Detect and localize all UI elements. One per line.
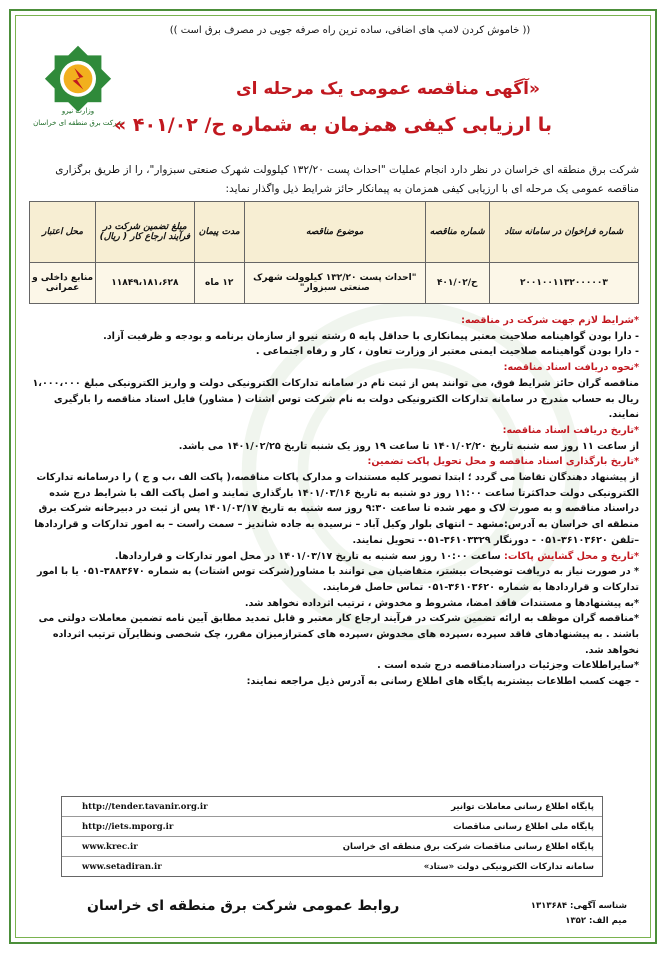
receive-date-text: از ساعت ۱۱ روز سه شنبه تاریخ ۱۴۰۱/۰۲/۲۰ تا ساعت ۱۹ روز یک شنبه تاریخ ۱۴۰۱/۰۲/۲۵ می باشد.	[178, 440, 639, 452]
link-row	[62, 817, 602, 837]
link-url[interactable]: http://tender.tavanir.org.ir	[82, 801, 208, 812]
cell-funding: منابع داخلی و عمرانی	[30, 263, 96, 304]
receive-method-text: مناقصه گران حائز شرایط فوق، می توانند پس از ثبت نام در سامانه تدارکات الکترونیکی دولت و واریز الکترونیکی مبلغ ۱،۰۰۰،۰۰۰ ریال به حساب مندرج در سامانه تدارکات الکترونیکی دولت به نام شرکت توس اشتات ( مشاور) فایل اسناد مناقصه را بارگیری نمایند.	[32, 377, 639, 421]
conditions-heading: *شرایط لازم جهت شرکت در مناقصه:	[461, 315, 639, 326]
slogan: (( خاموش کردن لامپ های اضافی، ساده ترین راه صرفه جویی در مصرف برق است ))	[169, 25, 531, 36]
link-label: سامانه تدارکات الکترونیکی دولت «ستاد»	[423, 861, 594, 872]
ad-id: شناسه آگهی: ۱۳۱۳۶۸۴	[530, 901, 627, 911]
notice-title-line-2: با ارزیابی کیفی همزمان به شماره ح/ ۴۰۱/۰۲ »	[114, 114, 552, 136]
notice-body	[27, 313, 639, 690]
mim-alef-code: میم الف: ۱۳۵۲	[565, 916, 627, 926]
cell-setad-number: ۲۰۰۱۰۰۱۱۳۲۰۰۰۰۰۳	[489, 263, 638, 304]
ad-code-block	[531, 899, 627, 929]
public-relations-signature: روابط عمومی شرکت برق منطقه ای خراسان	[87, 898, 400, 914]
intro-paragraph: شرکت برق منطقه ای خراسان در نظر دارد انجام عملیات "احداث پست ۱۳۲/۲۰ کیلوولت شهرک صنعتی سبزوار"، را از طریق برگزاری مناقصه عمومی یک مرحله ای با ارزیابی کیفی همزمان به پیمانکار حائز شرایط ذیل واگذار نماید:	[55, 164, 639, 195]
link-row	[62, 857, 602, 876]
logo-ministry-text: وزارت نیرو	[61, 107, 95, 115]
notice-title-line-1: «آگهی مناقصه عمومی یک مرحله ای	[236, 79, 540, 99]
note-item: *به پیشنهادها و مستندات فاقد امضا، مشروط و مخدوش ، ترتیب اثرداده نخواهد شد.	[244, 597, 639, 609]
table-row	[30, 263, 639, 304]
opening-heading: *تاریخ و محل گشایش پاکات:	[504, 550, 639, 562]
cell-subject: "احداث پست ۱۳۲/۲۰ کیلوولت شهرک صنعتی سبزوار"	[244, 263, 425, 304]
col-header-tender-number: شماره مناقصه	[425, 202, 489, 263]
col-header-subject: موضوع مناقصه	[244, 202, 425, 263]
note-item: * در صورت نیاز به دریافت توضیحات بیشتر، متقاضیان می توانند با مشاور(شرکت توس اشتات) به شماره ۳۸۸۳۶۷۰-۰۵۱ یا با امور تدارکات و قراردادها به شماره ۳۶۱۰۳۶۲۰-۰۵۱ تماس حاصل فرمایند.	[36, 566, 639, 593]
link-url[interactable]: http://iets.mporg.ir	[82, 821, 174, 832]
cell-tender-number: ح/۴۰۱/۰۲	[425, 263, 489, 304]
condition-item: - دارا بودن گواهینامه صلاحیت ایمنی معتبر از وزارت تعاون ، کار و رفاه اجتماعی .	[255, 346, 639, 358]
receive-date-heading: *تاریخ دریافت اسناد مناقصه:	[502, 424, 639, 436]
link-label: پایگاه اطلاع رسانی معاملات توانیر	[451, 801, 594, 812]
link-row	[62, 837, 602, 857]
link-url[interactable]: www.setadiran.ir	[82, 861, 162, 872]
col-header-funding: محل اعتبار	[30, 202, 96, 263]
col-header-guarantee: مبلغ تضمین شرکت در فرآیند ارجاع کار ( ریال)	[96, 202, 194, 263]
col-header-setad-number: شماره فراخوان در سامانه ستاد	[489, 202, 638, 263]
link-url[interactable]: www.krec.ir	[82, 841, 138, 852]
upload-heading: *تاریخ بارگذاری اسناد مناقصه و محل تحویل پاکت تضمین:	[367, 456, 639, 468]
receive-method-heading: *نحوه دریافت اسناد مناقصه:	[503, 362, 639, 374]
table-header-row	[30, 202, 639, 263]
tender-table	[29, 201, 639, 304]
logo-company-text: شرکت برق منطقه ای خراسان	[33, 119, 123, 127]
opening-text: ساعت ۱۰:۰۰ روز سه شنبه به تاریخ ۱۴۰۱/۰۳/۱۷ در محل امور تدارکات و قراردادها.	[114, 550, 501, 562]
note-item: *سایراطلاعات وجزئیات دراسنادمناقصه درج شده است .	[377, 660, 639, 672]
note-item: *مناقصه گران موظف به ارائه تضمین شرکت در فرآیند ارجاع کار معتبر و قابل تمدید مطابق آیین نامه تضمین معاملات دولتی می باشند . به پیشنهادهای فاقد سپرده ،سپرده های مخدوش ،سپرده های کمترازمیزان مقرر، چک شخصی ونظایرآن ترتیب اثرداده نخواهد شد.	[38, 613, 639, 656]
link-label: پایگاه اطلاع رسانی مناقصات شرکت برق منطقه ای خراسان	[342, 841, 594, 852]
advertisement-page	[9, 9, 657, 944]
cell-guarantee: ۱۱۸۴۹،۱۸۱،۶۲۸	[96, 263, 194, 304]
note-item: - جهت کسب اطلاعات بیشتربه پایگاه های اطلاع رسانی به آدرس ذیل مراجعه نمایند:	[246, 676, 639, 688]
condition-item: - دارا بودن گواهینامه صلاحیت معتبر پیمانکاری با حداقل پایه ۵ رشته نیرو از سازمان برنامه و بودجه و ظرفیت آزاد.	[103, 330, 639, 342]
upload-text: از پیشنهاد دهندگان تقاضا می گردد ؛ ابتدا تصویر کلیه مستندات و مدارک پاکات مناقصه،( پاکت الف ،ب و ج ) را درسامانه تدارکات الکترونیکی دولت حداکثرتا ساعت ۱۱:۰۰ روز دو شنبه به تاریخ ۱۴۰۱/۰۳/۱۶ بارگذاری نمایند و اصل پاکت الف با شرایط درج شده دراسناد مناقصه و به صورت لاک و مهر شده تا ساعت ۹:۳۰ روز سه شنبه به تاریخ ۱۴۰۱/۰۳/۱۷ پس از ثبت در دبیرخانه شرکت برق منطقه ای خراسان به آدرس:مشهد – انتهای بلوار وکیل آباد – نرسیده به جاده شاندیز – سمت راست – به امور تدارکات و قراردادها –تلفن ۳۶۱۰۳۶۲۰-۰۵۱ - دورنگار ۳۶۱۰۳۳۲۹-۰۵۱- تحویل نمایند.	[34, 472, 639, 546]
link-label: پایگاه ملی اطلاع رسانی مناقصات	[453, 821, 594, 832]
link-row	[62, 797, 602, 817]
links-box	[61, 796, 603, 877]
col-header-duration: مدت پیمان	[194, 202, 244, 263]
cell-duration: ۱۲ ماه	[194, 263, 244, 304]
